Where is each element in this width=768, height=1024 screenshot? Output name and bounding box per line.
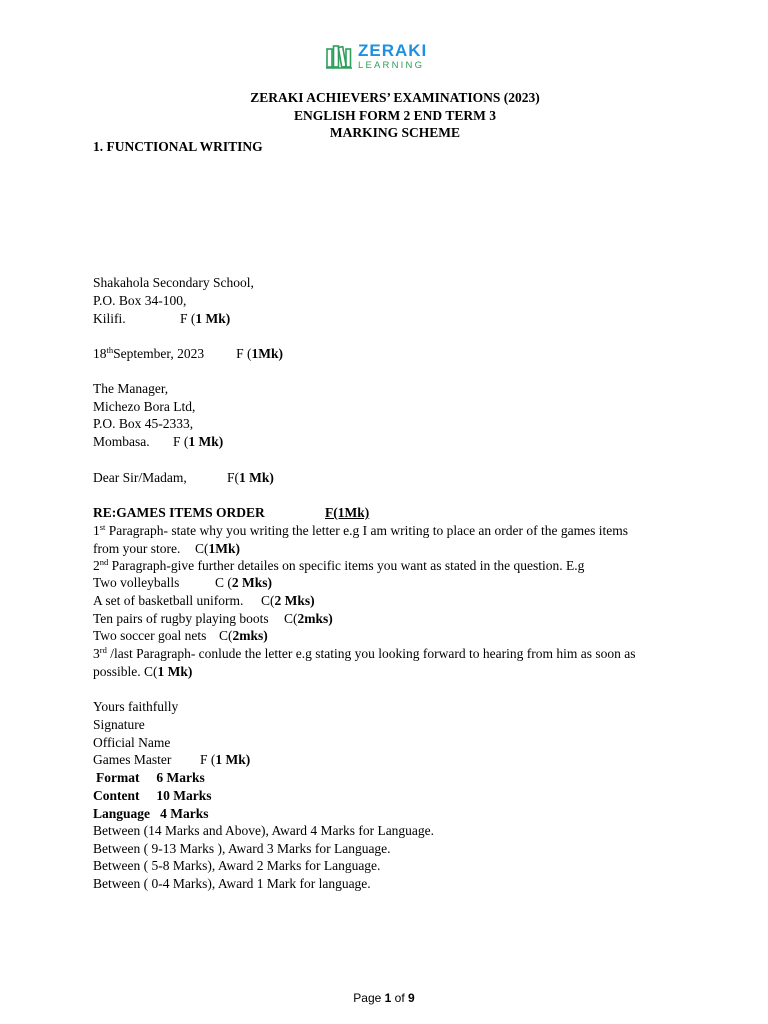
paragraph-1-guide: 1st Paragraph- state why you writing the letter e.g I am writing to place an order of the games items: [93, 522, 629, 538]
recipient-line: Mombasa. F (1 Mk): [93, 434, 224, 449]
language-award-rule: Between ( 0-4 Marks), Award 1 Mark for language.: [93, 876, 371, 891]
closing-line: Games Master F (1 Mk): [93, 752, 251, 767]
closing-line: Official Name: [93, 735, 171, 750]
order-item: A set of basketball uniform. C(2 Mks): [93, 593, 315, 608]
language-award-rule: Between (14 Marks and Above), Award 4 Marks for Language.: [93, 823, 435, 838]
closing-line: Signature: [93, 717, 145, 732]
zeraki-logo: [326, 42, 427, 70]
format-marks: Format 6 Marks: [96, 770, 205, 785]
order-item: Ten pairs of rugby playing boots C(2mks): [93, 611, 333, 626]
exam-title: ZERAKI ACHIEVERS’ EXAMINATIONS (2023): [250, 90, 540, 105]
recipient-line: The Manager,: [93, 381, 169, 396]
paragraph-3-guide: 3rd /last Paragraph- conlude the letter e.g stating you looking forward to hearing from him as soon as: [93, 645, 636, 661]
sender-address-line: Shakahola Secondary School,: [93, 275, 254, 290]
subject-title: ENGLISH FORM 2 END TERM 3: [294, 107, 496, 123]
reference-line: RE:GAMES ITEMS ORDER F(1Mk): [93, 505, 370, 520]
language-marks: Language 4 Marks: [93, 806, 209, 821]
document-header: [0, 89, 768, 142]
content-marks: Content 10 Marks: [93, 788, 212, 803]
scheme-title: MARKING SCHEME: [329, 125, 461, 140]
page-number: Page 1 of 9: [353, 991, 415, 1005]
logo-subtitle: LEARNING: [358, 59, 425, 71]
order-item: Two volleyballs C (2 Mks): [93, 575, 272, 590]
paragraph-3-guide-cont: possible. C(1 Mk): [93, 664, 193, 679]
sender-address-line: P.O. Box 34-100,: [93, 293, 187, 308]
section-heading: 1. FUNCTIONAL WRITING: [93, 139, 263, 154]
paragraph-1-guide-cont: from your store. C(1Mk): [93, 541, 240, 556]
closing-line: Yours faithfully: [93, 699, 179, 714]
sender-address-line: Kilifi. F (1 Mk): [93, 311, 231, 326]
recipient-line: P.O. Box 45-2333,: [93, 416, 194, 431]
paragraph-2-guide: 2nd Paragraph-give further detailes on specific items you want as stated in the question. E.g: [93, 557, 585, 573]
logo-brand: ZERAKI: [358, 40, 428, 60]
language-award-rule: Between ( 5-8 Marks), Award 2 Marks for Language.: [93, 858, 381, 873]
salutation: Dear Sir/Madam, F(1 Mk): [93, 470, 274, 485]
letter-date: 18thSeptember, 2023 F (1Mk): [93, 345, 284, 361]
books-icon: [326, 43, 352, 69]
order-item: Two soccer goal nets C(2mks): [93, 628, 268, 643]
language-award-rule: Between ( 9-13 Marks ), Award 3 Marks for Language.: [93, 841, 391, 856]
recipient-line: Michezo Bora Ltd,: [93, 399, 196, 414]
